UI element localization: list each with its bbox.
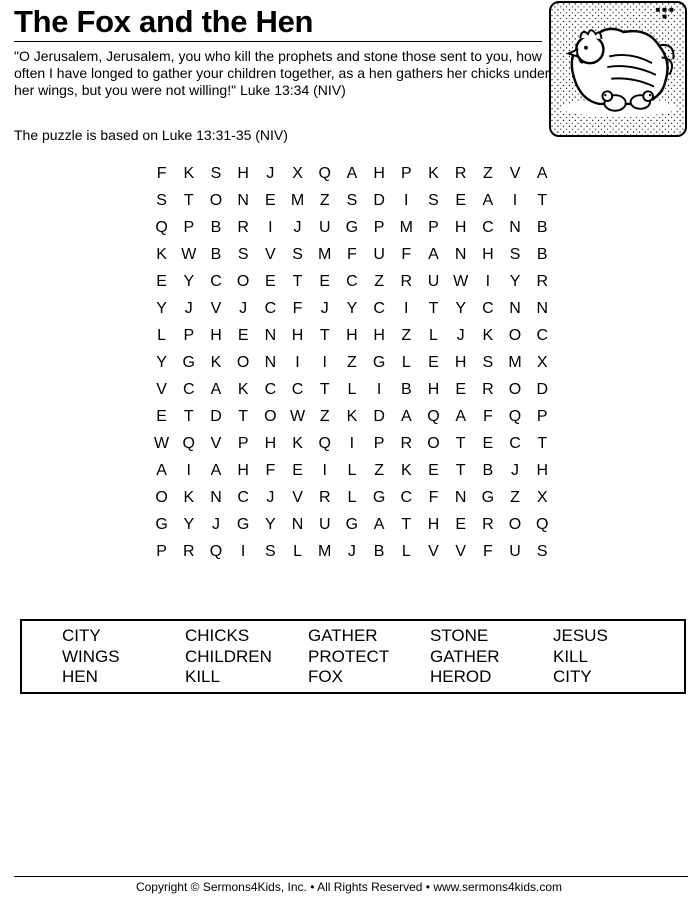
grid-letter[interactable]: I [404, 192, 409, 209]
grid-letter[interactable]: C [291, 381, 304, 398]
grid-letter[interactable]: N [536, 300, 548, 317]
grid-row [148, 187, 556, 214]
grid-letter[interactable]: P [400, 165, 412, 182]
grid-letter[interactable]: Y [265, 516, 276, 533]
grid-letter[interactable]: L [401, 354, 411, 371]
grid-letter[interactable]: J [266, 165, 275, 182]
grid-letter[interactable]: Y [156, 300, 167, 317]
word-bank-word: STONE [430, 626, 489, 645]
grid-letter[interactable]: Q [182, 435, 195, 452]
grid-letter[interactable]: Y [455, 300, 466, 317]
grid-letter[interactable]: L [401, 543, 411, 560]
grid-row [148, 457, 556, 484]
grid-letter[interactable]: A [346, 165, 358, 182]
grid-letter[interactable]: H [427, 516, 440, 533]
grid-letter[interactable]: N [454, 489, 467, 506]
grid-letter[interactable]: C [264, 381, 277, 398]
grid-letter[interactable]: F [482, 543, 493, 560]
puzzle-basis-text: The puzzle is based on Luke 13:31-35 (NIV) [14, 127, 288, 143]
word-bank [20, 619, 686, 694]
grid-letter[interactable]: T [401, 516, 412, 533]
grid-letter[interactable]: I [322, 462, 327, 479]
word-bank-column [185, 626, 272, 688]
grid-letter[interactable]: F [401, 246, 412, 263]
word-bank-column [430, 626, 500, 688]
grid-letter[interactable]: S [346, 192, 358, 209]
grid-letter[interactable]: C [400, 489, 413, 506]
grid-letter[interactable]: C [509, 435, 521, 452]
grid-letter[interactable]: H [291, 327, 304, 344]
grid-letter[interactable]: S [210, 165, 222, 182]
grid-letter[interactable]: A [400, 408, 412, 425]
grid-letter[interactable]: J [511, 462, 520, 479]
grid-letter[interactable]: H [210, 327, 222, 344]
grid-letter[interactable]: P [237, 435, 249, 452]
footer-divider [14, 876, 688, 877]
grid-letter[interactable]: K [210, 354, 222, 371]
grid-letter[interactable]: X [292, 165, 303, 182]
grid-letter[interactable]: H [427, 381, 440, 398]
grid-letter[interactable]: U [373, 246, 385, 263]
grid-letter[interactable]: L [347, 462, 357, 479]
grid-letter[interactable]: R [536, 273, 548, 290]
grid-letter[interactable]: B [400, 381, 412, 398]
grid-letter[interactable]: I [186, 462, 191, 479]
grid-letter[interactable]: Q [318, 165, 331, 182]
bible-verse: "O Jerusalem, Jerusalem, you who kill the prophets and stone those sent to you, how often I have longed to gather your children together, as a hen gathers her chicks under her wings, but you were not willing!" Luke 13:34 (NIV) [14, 48, 550, 98]
grid-letter[interactable]: T [537, 435, 548, 452]
grid-letter[interactable]: J [456, 327, 465, 344]
grid-letter[interactable]: E [428, 462, 439, 479]
grid-row [148, 349, 556, 376]
grid-letter[interactable]: Y [183, 273, 195, 290]
grid-letter[interactable]: P [373, 435, 385, 452]
grid-letter[interactable]: C [482, 219, 494, 236]
grid-letter[interactable]: E [455, 516, 466, 533]
grid-letter[interactable]: K [183, 489, 195, 506]
grid-letter[interactable]: E [319, 273, 331, 290]
grid-letter[interactable]: F [482, 408, 493, 425]
grid-letter[interactable]: C [210, 273, 222, 290]
grid-letter[interactable]: R [454, 165, 467, 182]
grid-letter[interactable]: Q [155, 219, 168, 236]
grid-letter[interactable]: J [239, 300, 248, 317]
grid-letter[interactable]: K [346, 408, 358, 425]
word-search-grid [148, 160, 556, 565]
word-bank-word: GATHER [430, 646, 500, 666]
grid-letter[interactable]: T [428, 300, 439, 317]
grid-letter[interactable]: N [210, 489, 222, 506]
grid-letter[interactable]: J [293, 219, 302, 236]
grid-letter[interactable]: K [237, 381, 249, 398]
grid-letter[interactable]: U [318, 219, 331, 236]
grid-letter[interactable]: S [482, 354, 494, 371]
word-bank-column [553, 626, 608, 688]
grid-letter[interactable]: A [455, 408, 466, 425]
grid-letter[interactable]: W [181, 246, 197, 263]
grid-letter[interactable]: C [346, 273, 358, 290]
grid-letter[interactable]: E [455, 381, 466, 398]
grid-letter[interactable]: J [184, 300, 193, 317]
word-bank-word: KILL [553, 646, 588, 666]
grid-letter[interactable]: G [372, 489, 386, 506]
grid-letter[interactable]: Y [156, 354, 167, 371]
grid-letter[interactable]: G [182, 354, 195, 371]
grid-letter[interactable]: W [453, 273, 469, 290]
grid-letter[interactable]: D [210, 408, 222, 425]
grid-letter[interactable]: W [289, 408, 306, 425]
grid-letter[interactable]: Q [427, 408, 440, 425]
grid-letter[interactable]: Y [346, 300, 358, 317]
grid-letter[interactable]: Y [183, 516, 195, 533]
grid-letter[interactable]: E [455, 192, 466, 209]
grid-letter[interactable]: Z [374, 273, 384, 290]
grid-letter[interactable]: P [536, 408, 548, 425]
grid-letter[interactable]: O [236, 273, 250, 290]
grid-letter[interactable]: H [346, 327, 358, 344]
grid-letter[interactable]: O [508, 516, 522, 533]
word-bank-word: JESUS [553, 626, 608, 645]
grid-letter[interactable]: P [156, 543, 167, 560]
grid-letter[interactable]: D [536, 381, 548, 398]
grid-letter[interactable]: N [509, 219, 521, 236]
grid-letter[interactable]: T [319, 381, 330, 398]
grid-letter[interactable]: V [210, 435, 222, 452]
grid-letter[interactable]: H [454, 354, 467, 371]
grid-letter[interactable]: B [482, 462, 494, 479]
grid-row [148, 430, 556, 457]
word-bank-word: HEROD [430, 667, 492, 686]
grid-letter[interactable]: A [373, 516, 385, 533]
word-bank-word: GATHER [308, 626, 378, 645]
grid-letter[interactable]: K [156, 246, 167, 263]
grid-letter[interactable]: V [292, 489, 303, 506]
grid-letter[interactable]: T [537, 192, 548, 209]
grid-letter[interactable]: G [345, 516, 359, 533]
grid-letter[interactable]: A [428, 246, 439, 263]
grid-letter[interactable]: H [482, 246, 494, 263]
grid-letter[interactable]: E [292, 462, 303, 479]
grid-letter[interactable]: H [536, 462, 548, 479]
grid-letter[interactable]: L [347, 381, 357, 398]
grid-letter[interactable]: G [345, 219, 359, 236]
grid-letter[interactable]: K [400, 462, 412, 479]
grid-letter[interactable]: H [373, 327, 385, 344]
grid-letter[interactable]: Z [319, 408, 330, 425]
grid-letter[interactable]: C [237, 489, 249, 506]
grid-letter[interactable]: T [183, 408, 194, 425]
grid-letter[interactable]: I [376, 381, 382, 398]
grid-letter[interactable]: V [210, 300, 222, 317]
grid-letter[interactable]: O [508, 327, 522, 344]
grid-letter[interactable]: M [508, 354, 522, 371]
copyright-footer: Copyright © Sermons4Kids, Inc. • All Rights Reserved • www.sermons4kids.com [135, 880, 563, 894]
grid-letter[interactable]: F [156, 165, 167, 182]
grid-letter[interactable]: C [183, 381, 195, 398]
grid-row [148, 295, 556, 322]
grid-letter[interactable]: B [536, 219, 548, 236]
grid-letter[interactable]: O [508, 381, 522, 398]
grid-letter[interactable]: V [455, 543, 466, 560]
grid-letter[interactable]: O [264, 408, 277, 425]
grid-letter[interactable]: N [237, 192, 249, 209]
grid-letter[interactable]: U [427, 273, 440, 290]
grid-letter[interactable]: A [482, 192, 494, 209]
grid-letter[interactable]: S [536, 543, 548, 560]
grid-letter[interactable]: Q [535, 516, 549, 533]
grid-letter[interactable]: T [183, 192, 194, 209]
grid-letter[interactable]: U [318, 516, 331, 533]
grid-row [148, 214, 556, 241]
grid-letter[interactable]: N [509, 300, 521, 317]
grid-letter[interactable]: T [292, 273, 303, 290]
grid-letter[interactable]: D [373, 192, 385, 209]
grid-letter[interactable]: F [265, 462, 276, 479]
grid-letter[interactable]: S [292, 246, 303, 263]
word-bank-word: FOX [308, 667, 343, 686]
grid-letter[interactable]: I [295, 354, 300, 371]
grid-letter[interactable]: Q [318, 435, 331, 452]
grid-letter[interactable]: B [536, 246, 548, 263]
grid-letter[interactable]: N [264, 354, 277, 371]
word-bank-word: CITY [553, 667, 592, 686]
grid-row [148, 268, 556, 295]
grid-letter[interactable]: P [183, 219, 195, 236]
grid-letter[interactable]: I [322, 354, 327, 371]
grid-letter[interactable]: R [400, 273, 413, 290]
grid-letter[interactable]: N [454, 246, 467, 263]
grid-letter[interactable]: L [347, 489, 357, 506]
grid-letter[interactable]: T [238, 408, 249, 425]
grid-row [148, 538, 556, 565]
grid-letter[interactable]: L [293, 543, 302, 560]
grid-letter[interactable]: E [265, 273, 276, 290]
grid-letter[interactable]: K [482, 327, 494, 344]
grid-row [148, 322, 556, 349]
grid-letter[interactable]: G [372, 354, 386, 371]
grid-letter[interactable]: R [482, 381, 494, 398]
grid-letter[interactable]: A [210, 381, 222, 398]
grid-letter[interactable]: X [536, 489, 548, 506]
grid-letter[interactable]: H [373, 165, 385, 182]
page-title: The Fox and the Hen [14, 4, 314, 39]
grid-letter[interactable]: O [236, 354, 250, 371]
grid-letter[interactable]: Z [347, 354, 357, 371]
grid-letter[interactable]: E [265, 192, 276, 209]
grid-letter[interactable]: Q [508, 408, 522, 425]
grid-letter[interactable]: W [154, 435, 170, 452]
grid-letter[interactable]: O [209, 192, 223, 209]
grid-letter[interactable]: M [399, 219, 413, 236]
grid-letter[interactable]: A [210, 462, 222, 479]
grid-letter[interactable]: R [400, 435, 413, 452]
grid-letter[interactable]: I [349, 435, 355, 452]
word-bank-word: PROTECT [308, 646, 390, 666]
grid-letter[interactable]: J [320, 300, 329, 317]
grid-letter[interactable]: B [210, 219, 222, 236]
word-bank-word: CITY [62, 626, 101, 645]
grid-letter[interactable]: S [237, 246, 249, 263]
grid-letter[interactable]: P [373, 219, 385, 236]
grid-letter[interactable]: M [318, 246, 332, 263]
word-bank-column [62, 626, 120, 688]
grid-letter[interactable]: E [482, 435, 494, 452]
grid-letter[interactable]: G [155, 516, 168, 533]
grid-letter[interactable]: V [265, 246, 276, 263]
grid-letter[interactable]: S [428, 192, 439, 209]
grid-letter[interactable]: F [428, 489, 439, 506]
grid-row [148, 403, 556, 430]
grid-letter[interactable]: D [373, 408, 385, 425]
grid-letter[interactable]: Y [509, 273, 521, 290]
grid-letter[interactable]: K [183, 165, 195, 182]
grid-letter[interactable]: E [428, 354, 439, 371]
grid-letter[interactable]: R [318, 489, 331, 506]
title-divider [14, 41, 542, 42]
grid-letter[interactable]: F [292, 300, 303, 317]
grid-letter[interactable]: C [264, 300, 277, 317]
grid-letter[interactable]: K [292, 435, 303, 452]
grid-letter[interactable]: J [211, 516, 220, 533]
grid-letter[interactable]: N [291, 516, 304, 533]
grid-letter[interactable]: Z [510, 489, 520, 506]
grid-letter[interactable]: A [536, 165, 548, 182]
grid-letter[interactable]: M [318, 543, 332, 560]
grid-letter[interactable]: V [428, 543, 439, 560]
word-bank-word: CHILDREN [185, 646, 272, 666]
grid-letter[interactable]: H [264, 435, 277, 452]
hen-clipart-image [549, 1, 687, 137]
grid-letter[interactable]: G [236, 516, 250, 533]
grid-letter[interactable]: Z [319, 192, 330, 209]
word-bank-word: CHICKS [185, 626, 250, 645]
grid-letter[interactable]: R [482, 516, 494, 533]
grid-letter[interactable]: C [482, 300, 494, 317]
grid-letter[interactable]: E [156, 273, 167, 290]
grid-row [148, 376, 556, 403]
grid-letter[interactable]: C [373, 300, 385, 317]
grid-letter[interactable]: K [428, 165, 439, 182]
grid-letter[interactable]: E [156, 408, 167, 425]
grid-letter[interactable]: Q [209, 543, 223, 560]
grid-letter[interactable]: B [210, 246, 222, 263]
grid-letter[interactable]: Z [401, 327, 412, 344]
grid-letter[interactable]: P [428, 219, 439, 236]
grid-letter[interactable]: U [509, 543, 521, 560]
grid-letter[interactable]: X [536, 354, 548, 371]
grid-letter[interactable]: Z [482, 165, 493, 182]
grid-letter[interactable]: S [509, 246, 521, 263]
grid-letter[interactable]: R [183, 543, 195, 560]
grid-row [148, 511, 556, 538]
grid-letter[interactable]: Z [374, 462, 384, 479]
grid-letter[interactable]: V [156, 381, 167, 398]
grid-letter[interactable]: M [290, 192, 305, 209]
grid-letter[interactable]: H [237, 165, 249, 182]
grid-row [148, 160, 556, 187]
grid-letter[interactable]: R [237, 219, 249, 236]
grid-letter[interactable]: O [155, 489, 168, 506]
grid-letter[interactable]: I [485, 273, 491, 290]
hen-icon [551, 3, 685, 135]
grid-letter[interactable]: L [157, 327, 167, 344]
grid-letter[interactable]: J [347, 543, 356, 560]
grid-letter[interactable]: A [156, 462, 167, 479]
grid-row [148, 484, 556, 511]
grid-letter[interactable]: L [429, 327, 438, 344]
word-bank-word: WINGS [62, 646, 120, 666]
grid-letter[interactable]: E [237, 327, 249, 344]
grid-letter[interactable]: J [266, 489, 275, 506]
grid-letter[interactable]: T [455, 462, 466, 479]
grid-letter[interactable]: B [373, 543, 385, 560]
grid-letter[interactable]: S [265, 543, 276, 560]
grid-letter[interactable]: I [240, 543, 246, 560]
grid-letter[interactable]: H [237, 462, 249, 479]
grid-row [148, 241, 556, 268]
grid-letter[interactable]: I [404, 300, 409, 317]
grid-letter[interactable]: F [347, 246, 357, 263]
grid-letter[interactable]: T [455, 435, 466, 452]
grid-letter[interactable]: N [264, 327, 277, 344]
grid-letter[interactable]: I [268, 219, 273, 236]
word-bank-word: HEN [62, 667, 98, 686]
grid-letter[interactable]: T [319, 327, 330, 344]
grid-letter[interactable]: C [536, 327, 548, 344]
grid-letter[interactable]: P [183, 327, 195, 344]
grid-letter[interactable]: O [427, 435, 440, 452]
word-bank-column [308, 626, 389, 688]
grid-letter[interactable]: H [454, 219, 467, 236]
grid-letter[interactable]: S [156, 192, 167, 209]
grid-letter[interactable]: G [481, 489, 495, 506]
word-bank-word: KILL [185, 667, 220, 686]
grid-letter[interactable]: I [512, 192, 518, 209]
grid-letter[interactable]: V [509, 165, 521, 182]
